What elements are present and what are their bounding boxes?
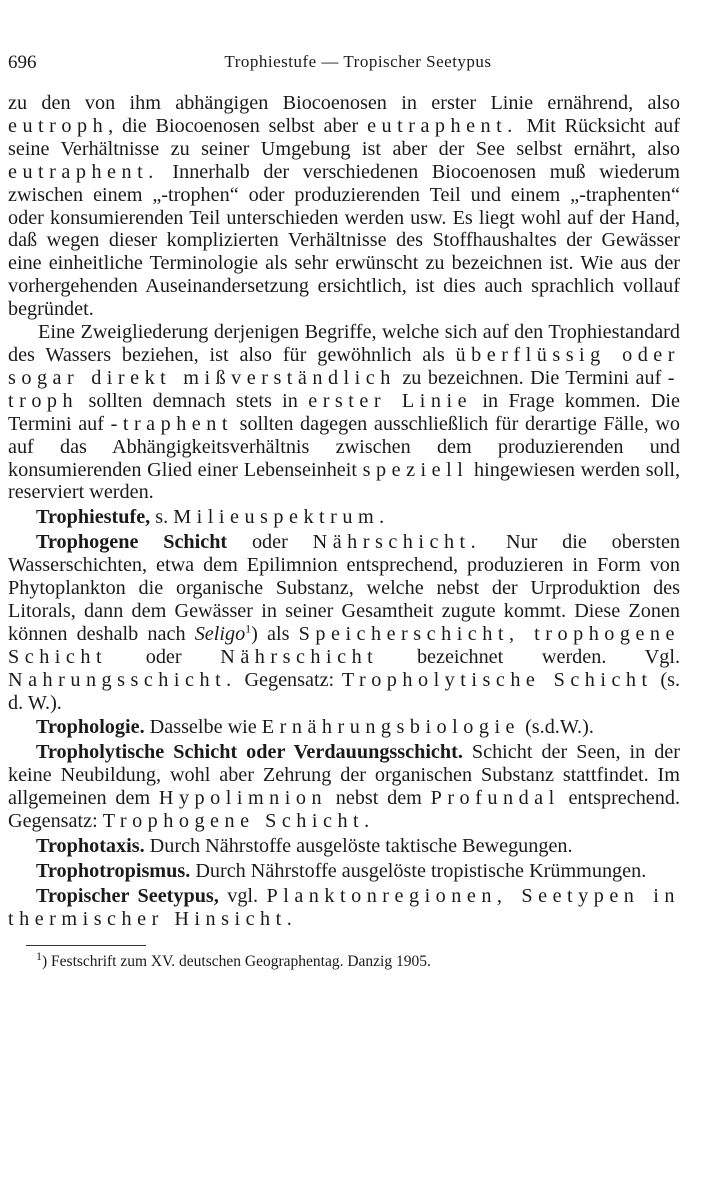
spaced-term: Nährschicht. — [312, 531, 482, 554]
entry-tropholytische-schicht — [8, 741, 680, 833]
text: in Frage kommen. Die Termini auf — [8, 389, 680, 435]
text: entsprechend. Gegensatz: — [8, 787, 681, 833]
spaced-term: Trophogene Schicht. — [102, 810, 375, 833]
entry-headword: Trophologie. — [36, 716, 145, 739]
spaced-term: -troph — [8, 366, 680, 412]
text: Durch Nährstoffe ausgelöste taktische Bewegungen. — [144, 835, 573, 857]
entry-trophogene-schicht — [8, 531, 680, 714]
spaced-term: Milieuspektrum. — [173, 506, 390, 529]
text: Mit Rücksicht auf seine Verhältnisse zu seiner Umgebung ist aber der See selbst ernährt, also — [8, 114, 680, 160]
text: (s.d.W.). — [520, 716, 594, 739]
entry-trophologie — [8, 716, 680, 739]
text: oder — [227, 531, 313, 554]
spaced-term: erster Linie — [308, 389, 473, 412]
text: (s. d. W.). — [8, 668, 680, 714]
entry-headword: Trophotaxis. — [36, 835, 145, 857]
page-body — [8, 92, 680, 972]
text: sollten dagegen ausschließlich für derartige Fälle, wo auf das Abhängigkeitsverhältnis zwischen dem produzierenden und konsumierenden Glied einer Lebenseinheit — [8, 412, 680, 481]
paragraph-zweigliederung — [8, 321, 680, 504]
text: Innerhalb der verschiedenen Biocoenosen muß wiederum zwischen einem „-trophen“ oder produzierenden Teil und einem „-traphenten“ oder konsumierenden Teil unterschieden werden usw. Es liegt wohl auf der Hand, daß wegen dieser komplizierten Verhältnisse des Stoffhaushaltes der Gewässer eine einheitliche Terminologie als sehr erwünscht zu bezeichnen ist. Wie aus der vorhergehenden Auseinandersetzung ersichtlich, ist dies auch sprachlich vollauf begründet. — [8, 160, 680, 321]
text: sollten demnach stets in — [78, 389, 309, 412]
spaced-term: Speicherschicht, trophogene Schicht — [8, 622, 680, 668]
footnote-text: ) Festschrift zum XV. deutschen Geographentag. Danzig 1905. — [42, 952, 431, 970]
spaced-term: Hypolimnion — [158, 787, 328, 810]
entry-tropischer-seetypus — [8, 885, 680, 931]
paragraph-continuation — [8, 92, 680, 321]
text: zu den von ihm abhängigen Biocoenosen in erster Linie ernährend, also — [8, 92, 680, 114]
italic-name: Seligo — [194, 622, 246, 645]
spaced-term: Tropholytische Schicht — [341, 668, 653, 691]
text: Schicht der Seen, in der keine Neubildung, wohl aber Zehrung der organischen Substanz stattfindet. Im allgemeinen dem — [8, 741, 680, 810]
spaced-term: Ernährungsbiologie — [261, 716, 521, 739]
spaced-term: eutraphent. — [367, 114, 518, 137]
entry-trophiestufe — [8, 506, 680, 529]
footnote-divider — [26, 945, 146, 946]
spaced-term: Planktonregionen, Seetypen in thermischer Hinsicht. — [8, 884, 681, 930]
spaced-term: eutraphent. — [8, 160, 159, 183]
entry-headword: Trophotropismus. — [36, 859, 191, 882]
entry-trophotropismus — [8, 860, 680, 883]
entry-headword: Tropischer Seetypus, — [36, 884, 219, 907]
text: Nur die obersten Wasserschichten, etwa dem Epilimnion entsprechend, produzieren in Form von Phytoplankton die organische Substanz, welche nebst der Urproduktion des Litorals, dann dem Gewässer in seiner Gesamtheit zugute kommt. Diese Zonen können deshalb nach — [8, 531, 680, 645]
text: nebst dem — [327, 787, 431, 810]
spaced-term: Nährschicht — [220, 645, 379, 668]
page-header — [8, 52, 684, 78]
text: oder — [107, 645, 221, 668]
entry-headword: Trophogene Schicht — [36, 531, 228, 554]
running-title: Trophiestufe — Tropischer Seetypus — [224, 52, 492, 71]
text: ) als — [251, 622, 299, 645]
text: Eine Zweigliederung derjenigen Begriffe, welche sich auf den Trophiestandard des Wassers beziehen, ist also für gewöhnlich als — [8, 321, 680, 366]
spaced-term: -traphent — [110, 412, 233, 435]
entry-headword: Tropholytische Schicht oder Verdauungsschicht. — [36, 741, 463, 764]
spaced-term: Profundal — [430, 787, 560, 810]
footnote-ref: 1 — [245, 621, 252, 636]
footnote — [36, 948, 680, 972]
page-number: 696 — [8, 52, 37, 73]
spaced-term: Nahrungsschicht. — [8, 668, 237, 691]
footnote-mark: 1 — [36, 948, 42, 963]
text: , die Biocoenosen selbst aber — [108, 114, 368, 137]
spaced-term: speziell — [362, 458, 469, 481]
text: zu bezeichnen. Die Termini auf — [395, 366, 668, 389]
text: Durch Nährstoffe ausgelöste tropistische Krümmungen. — [190, 859, 647, 882]
spaced-term: eutroph — [8, 114, 109, 137]
text: bezeichnet werden. Vgl. — [378, 645, 680, 668]
text: Dasselbe wie — [144, 716, 262, 739]
text: vgl. — [218, 884, 267, 907]
spaced-term: überflüssig oder sogar direkt mißverständlich — [8, 343, 680, 389]
text: s. — [150, 506, 174, 529]
entry-trophotaxis — [8, 835, 680, 858]
text: Gegensatz: — [236, 668, 342, 691]
entry-headword: Trophiestufe, — [36, 506, 151, 529]
text: hingewiesen werden soll, reserviert werden. — [8, 458, 680, 504]
